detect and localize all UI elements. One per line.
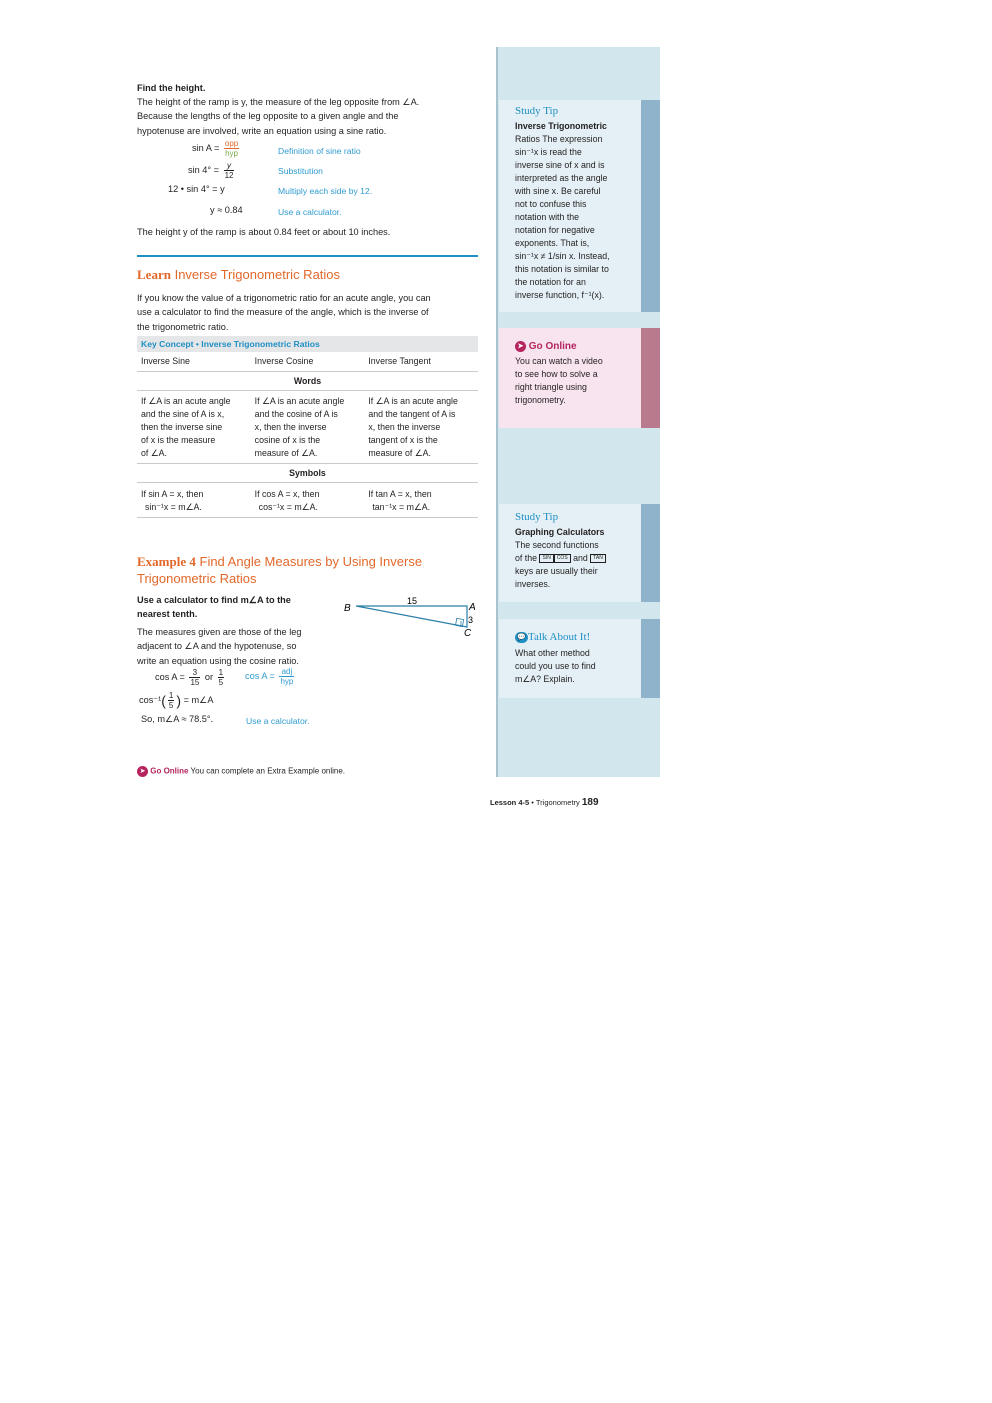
eq-note: Substitution <box>278 166 323 176</box>
talk-line: could you use to find <box>515 661 596 671</box>
cell-line: of x is the measure <box>141 435 216 445</box>
footer-topic: Trigonometry <box>535 798 580 807</box>
column-headers <box>137 352 478 372</box>
fraction <box>168 691 174 710</box>
learn-title: Inverse Trigonometric Ratios <box>174 267 341 282</box>
para-line: Because the lengths of the leg opposite to a given angle and the <box>137 111 399 122</box>
cell-line: and the tangent of A is <box>368 409 456 419</box>
tip-line: this notation is similar to <box>515 264 609 274</box>
study-tip-bar <box>641 504 660 602</box>
talk-line: m∠A? Explain. <box>515 674 575 684</box>
label-C: C <box>464 628 472 639</box>
symbols-caption: Symbols <box>137 464 478 483</box>
tip-heading: Graphing Calculators <box>515 527 605 537</box>
example4-prompt <box>137 593 291 622</box>
numerator: opp <box>224 139 239 148</box>
para-line: If you know the value of a trigonometric ratio for an acute angle, you can <box>137 293 431 303</box>
example4-para <box>137 625 301 668</box>
fraction <box>189 668 200 687</box>
tip-line: notation for negative <box>515 225 595 235</box>
symbols-row <box>137 483 478 518</box>
numerator: 1 <box>218 668 224 677</box>
cell-line: tangent of x is the <box>368 435 438 445</box>
equation-inverse-cosine: cos⁻¹( $\frac{1}{5}$ ) = m∠A <box>139 691 214 710</box>
study-tip-title: Study Tip <box>515 511 559 523</box>
denominator: 15 <box>190 678 200 687</box>
eq-lhs: cos A = <box>155 671 185 682</box>
words-row <box>137 391 478 464</box>
cell-line: If cos A = x, then <box>254 489 320 499</box>
study-tip-title: Study Tip <box>515 105 559 117</box>
note-lhs: cos A = <box>245 670 275 681</box>
tip-line: Ratios The expression <box>515 134 603 144</box>
cell-line: cos⁻¹x = m∠A. <box>258 502 318 512</box>
prompt-line: Use a calculator to find m∠A to the <box>137 595 291 605</box>
tip-line-keys <box>515 552 637 565</box>
denominator: 5 <box>168 701 174 710</box>
eq-lhs: cos⁻¹ <box>139 694 162 705</box>
symbols-cell-cosine <box>251 488 365 514</box>
tip-line: inverse function, f⁻¹(x). <box>515 290 605 300</box>
cell-line: then the inverse sine <box>141 422 223 432</box>
online-line: right triangle using <box>515 382 587 393</box>
tip-line: The second functions <box>515 540 599 550</box>
example4-heading <box>137 553 422 587</box>
go-online-title[interactable]: Go Online <box>528 341 577 353</box>
talk-title: Talk About It! <box>528 631 591 643</box>
learn-para <box>137 291 487 334</box>
numerator: 1 <box>168 691 174 700</box>
triangle-diagram <box>340 594 485 640</box>
cursor-icon: ➤ <box>515 341 526 352</box>
section-divider <box>137 255 478 257</box>
tip-line: not to confuse this <box>515 199 587 209</box>
study-tip-bar <box>641 100 660 312</box>
numerator: y <box>224 161 235 171</box>
page-number: 189 <box>581 797 599 808</box>
go-online-content[interactable] <box>515 341 637 407</box>
eq-or: or <box>204 671 214 682</box>
equation-substitution <box>188 161 236 180</box>
tip-line: inverse sine of x and is <box>515 160 605 170</box>
footer-sep: • <box>531 798 534 807</box>
example-title: Find Angle Measures by Using Inverse <box>199 554 423 569</box>
learn-heading <box>137 267 340 283</box>
online-line: trigonometry. <box>515 395 566 406</box>
tip-line: the notation for an <box>515 277 586 287</box>
para-line: the trigonometric ratio. <box>137 321 229 332</box>
tip-line: interpreted as the angle <box>515 173 608 183</box>
cell-line: If ∠A is an acute angle <box>254 396 345 406</box>
talk-content <box>515 631 637 686</box>
speech-bubble-icon: 💬 <box>515 632 528 643</box>
tip-line: sin⁻¹x is read the <box>515 147 582 157</box>
tan-key: TAN <box>590 554 606 563</box>
cursor-icon: ➤ <box>137 766 148 777</box>
cos-key: COS <box>554 554 571 563</box>
study-tip2-content <box>515 511 637 591</box>
tip-line: exponents. That is, <box>515 238 590 248</box>
words-cell-cosine <box>251 395 365 460</box>
words-cell-tangent <box>364 395 478 460</box>
label-A: A <box>469 602 476 613</box>
symbols-cell-tangent <box>364 488 478 514</box>
denominator: hyp <box>280 677 294 686</box>
page-footer <box>490 797 599 808</box>
cell-line: of ∠A. <box>141 448 167 458</box>
tip-text: and <box>573 553 588 563</box>
eq-note-cosine <box>245 667 296 686</box>
eq-note: Definition of sine ratio <box>278 146 361 156</box>
equation-multiply: 12 • sin 4° = y <box>168 184 225 194</box>
eq-lhs: sin A = <box>192 142 220 153</box>
cell-line: cosine of x is the <box>254 435 321 445</box>
para-line: use a calculator to find the measure of the angle, which is the inverse of <box>137 307 429 318</box>
cell-line: If ∠A is an acute angle <box>141 396 231 406</box>
label-hypotenuse: 15 <box>407 596 418 606</box>
find-height-conclusion: The height y of the ramp is about 0.84 feet or about 10 inches. <box>137 227 391 237</box>
cell-line: sin⁻¹x = m∠A. <box>145 502 202 512</box>
tip-line: inverses. <box>515 579 551 589</box>
equation-answer: So, m∠A ≈ 78.5°. <box>141 714 214 724</box>
cell-line: If sin A = x, then <box>141 489 204 499</box>
fraction <box>224 139 239 158</box>
words-caption: Words <box>137 372 478 391</box>
cell-line: tan⁻¹x = m∠A. <box>372 502 431 512</box>
find-height-para <box>137 95 477 138</box>
cell-line: If ∠A is an acute angle <box>368 396 458 406</box>
column-header: Inverse Cosine <box>254 356 314 366</box>
equation-cosine <box>155 668 226 687</box>
column-header: Inverse Tangent <box>368 356 431 366</box>
online-line: to see how to solve a <box>515 369 598 380</box>
denominator: 5 <box>218 678 224 687</box>
column-header: Inverse Sine <box>141 356 190 366</box>
symbols-cell-sine <box>137 488 251 514</box>
para-line: adjacent to ∠A and the hypotenuse, so <box>137 641 297 652</box>
example-label: Example 4 <box>137 554 196 569</box>
talk-text <box>515 647 637 686</box>
cell-line: and the cosine of A is <box>254 409 338 419</box>
denominator: hyp <box>225 149 239 158</box>
cell-line: x, then the inverse <box>254 422 327 432</box>
label-leg: 3 <box>468 615 474 625</box>
cell-line: measure of ∠A. <box>254 448 318 458</box>
para-line: hypotenuse are involved, write an equation using a sine ratio. <box>137 125 387 136</box>
eq-lhs: sin 4° = <box>188 164 219 175</box>
sin-key: SIN <box>539 554 553 563</box>
numerator: 3 <box>189 668 200 678</box>
tip-line: sin⁻¹x ≠ 1/sin x. Instead, <box>515 251 610 261</box>
cell-line: measure of ∠A. <box>368 448 431 458</box>
cell-line: and the sine of A is x, <box>141 409 225 419</box>
talk-bar <box>641 619 660 698</box>
learn-label: Learn <box>137 267 171 282</box>
para-line: The measures given are those of the leg <box>137 627 302 637</box>
prompt-line: nearest tenth. <box>137 609 198 620</box>
cell-line: x, then the inverse <box>368 422 441 432</box>
example-title-cont: Trigonometric Ratios <box>137 571 257 586</box>
footer-lesson: Lesson 4-5 <box>490 798 530 807</box>
tip-line: notation with the <box>515 212 580 222</box>
eq-rhs: = m∠A <box>183 694 214 705</box>
label-B: B <box>344 603 351 614</box>
para-line: write an equation using the cosine ratio. <box>137 655 299 666</box>
eq-note: Use a calculator. <box>278 207 342 217</box>
tip-text: of the <box>515 553 538 563</box>
go-online-footer[interactable] <box>137 766 345 777</box>
cell-line: If tan A = x, then <box>368 489 432 499</box>
tip-line: keys are usually their <box>515 566 598 576</box>
study-tip-text <box>515 526 637 591</box>
fraction <box>218 668 224 687</box>
numerator: adj <box>279 667 294 677</box>
triangle <box>356 606 467 627</box>
key-concept-header: Key Concept • Inverse Trigonometric Ratios <box>137 336 478 352</box>
study-tip-content <box>515 105 637 302</box>
fraction <box>279 667 294 686</box>
sidebar-rule <box>496 47 498 777</box>
eq-note: Use a calculator. <box>246 716 310 726</box>
study-tip-text <box>515 120 637 302</box>
fraction <box>224 161 235 180</box>
eq-note: Multiply each side by 12. <box>278 186 373 196</box>
tip-line: with sine x. Be careful <box>515 186 601 196</box>
talk-line: What other method <box>515 648 590 658</box>
find-height-heading: Find the height. <box>137 83 206 93</box>
go-online-label[interactable]: Go Online <box>150 766 189 776</box>
key-concept-table <box>137 336 478 518</box>
go-online-text <box>515 355 637 407</box>
tip-line: Inverse Trigonometric <box>515 121 607 131</box>
words-cell-sine <box>137 395 251 460</box>
denominator: 12 <box>224 171 234 180</box>
para-line: The height of the ramp is y, the measure of the leg opposite from ∠A. <box>137 97 420 107</box>
go-online-bar <box>641 328 660 428</box>
online-line: You can watch a video <box>515 356 603 367</box>
go-online-text: You can complete an Extra Example online. <box>190 766 346 776</box>
equation-result: y ≈ 0.84 <box>210 205 243 215</box>
equation-sine-def <box>192 139 241 158</box>
